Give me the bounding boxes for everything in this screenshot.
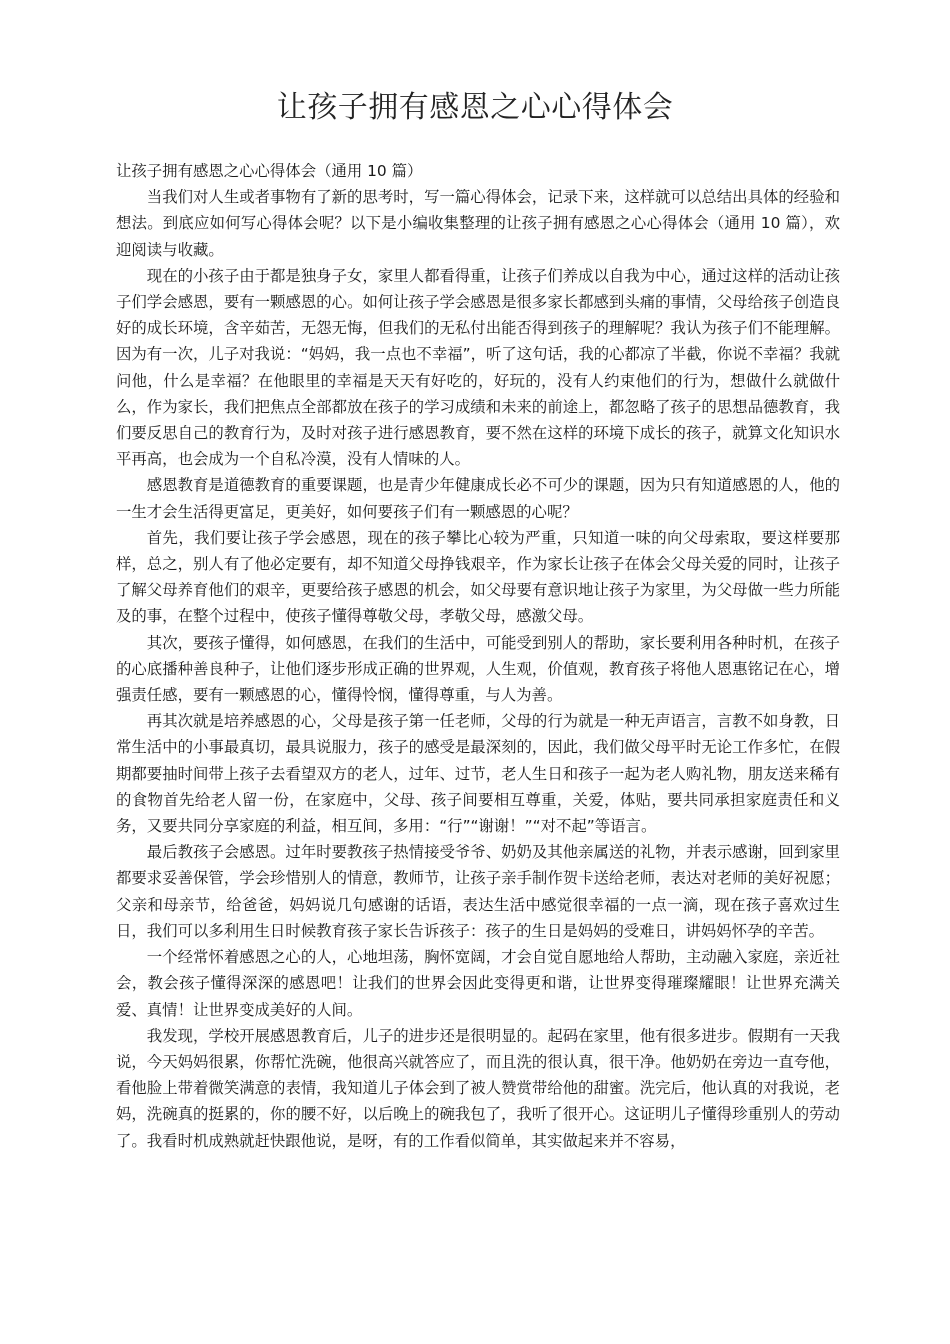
paragraph-background: 现在的小孩子由于都是独身子女，家里人都看得重，让孩子们养成以自我为中心，通过这样的活动让孩子们学会感恩，要有一颗感恩的心。如何让孩子学会感恩是很多家长都感到头痛的事情，父母给孩子创造良好的成长环境，含辛茹苦，无怨无悔，但我们的无私付出能否得到孩子的理解呢？我认为孩子们不能理解。因为有一次，儿子对我说：“妈妈，我一点也不幸福”，听了这句话，我的心都凉了半截，你说不幸福？我就问他，什么是幸福？在他眼里的幸福是天天有好吃的，好玩的，没有人约束他们的行为，想做什么就做什么，作为家长，我们把焦点全部都放在孩子的学习成绩和未来的前途上，都忽略了孩子的思想品德教育，我们要反思自己的教育行为，及时对孩子进行感恩教育，要不然在这样的环境下成长的孩子，就算文化知识水平再高，也会成为一个自私冷漠，没有人情味的人。 xyxy=(116,266,840,469)
paragraph-summary: 一个经常怀着感恩之心的人，心地坦荡，胸怀宽阔，才会自觉自愿地给人帮助，主动融入家庭，亲近社会，教会孩子懂得深深的感恩吧！让我们的世界会因此变得更和谐，让世界变得璀璨耀眼！让世界充满关爱、真情！让世界变成美好的人间。 xyxy=(116,948,840,1019)
paragraph-first: 首先，我们要让孩子学会感恩，现在的孩子攀比心较为严重，只知道一味的向父母索取，要这样要那样，总之，别人有了他必定要有，却不知道父母挣钱艰辛，作为家长让孩子在体会父母关爱的同时，让孩子了解父母养育他们的艰辛，更要给孩子感恩的机会，如父母要有意识地让孩子为家里，为父母做一些力所能及的事，在整个过程中，使孩子懂得尊敬父母，孝敬父母，感激父母。 xyxy=(116,528,840,626)
document-title: 让孩子拥有感恩之心心得体会 xyxy=(276,90,674,125)
paragraph-observation: 我发现，学校开展感恩教育后，儿子的进步还是很明显的。起码在家里，他有很多进步。假期有一天我说，今天妈妈很累，你帮忙洗碗，他很高兴就答应了，而且洗的很认真，很干净。他奶奶在旁边一直夸他，看他脸上带着微笑满意的表情，我知道儿子体会到了被人赞赏带给他的甜蜜。洗完后，他认真的对我说，老妈，洗碗真的挺累的，你的腰不好，以后晚上的碗我包了，我听了很开心。这证明儿子懂得珍重别人的劳动了。我看时机成熟就赶快跟他说，是呀，有的工作看似简单，其实做起来并不容易， xyxy=(116,1026,840,1150)
document-body xyxy=(116,158,840,1154)
document-subtitle: 让孩子拥有感恩之心心得体会（通用 10 篇） xyxy=(116,162,423,180)
paragraph-second: 其次，要孩子懂得，如何感恩，在我们的生活中，可能受到别人的帮助，家长要利用各种时机，在孩子的心底播种善良种子，让他们逐步形成正确的世界观，人生观，价值观，教育孩子将他人恩惠铭记在心，增强责任感，要有一颗感恩的心，懂得怜悯，懂得尊重，与人为善。 xyxy=(116,633,840,705)
paragraph-last: 最后教孩子会感恩。过年时要教孩子热情接受爷爷、奶奶及其他亲属送的礼物，并表示感谢，回到家里都要求妥善保管，学会珍惜别人的情意，教师节，让孩子亲手制作贺卡送给老师，表达对老师的美好祝愿；父亲和母亲节，给爸爸，妈妈说几句感谢的话语，表达生活中感觉很幸福的一点一滴，现在孩子喜欢过生日，我们可以多利用生日时候教育孩子家长告诉孩子：孩子的生日是妈妈的受难日，讲妈妈怀孕的辛苦。 xyxy=(116,843,840,940)
paragraph-intro: 当我们对人生或者事物有了新的思考时，写一篇心得体会，记录下来，这样就可以总结出具体的经验和想法。到底应如何写心得体会呢？以下是小编收集整理的让孩子拥有感恩之心心得体会（通用 10 篇），欢迎阅读与收藏。 xyxy=(116,188,840,259)
paragraph-importance: 感恩教育是道德教育的重要课题，也是青少年健康成长必不可少的课题，因为只有知道感恩的人，他的一生才会生活得更富足，更美好，如何要孩子们有一颗感恩的心呢？ xyxy=(116,476,840,521)
paragraph-third: 再其次就是培养感恩的心，父母是孩子第一任老师，父母的行为就是一种无声语言，言教不如身教，日常生活中的小事最真切，最具说服力，孩子的感受是最深刻的，因此，我们做父母平时无论工作多忙，在假期都要抽时间带上孩子去看望双方的老人，过年、过节，老人生日和孩子一起为老人购礼物，朋友送来稀有的食物首先给老人留一份，在家庭中，父母、孩子间要相互尊重，关爱，体贴，要共同承担家庭责任和义务，又要共同分享家庭的利益，相互间，多用：“行”“谢谢！”“对不起”等语言。 xyxy=(116,712,840,836)
